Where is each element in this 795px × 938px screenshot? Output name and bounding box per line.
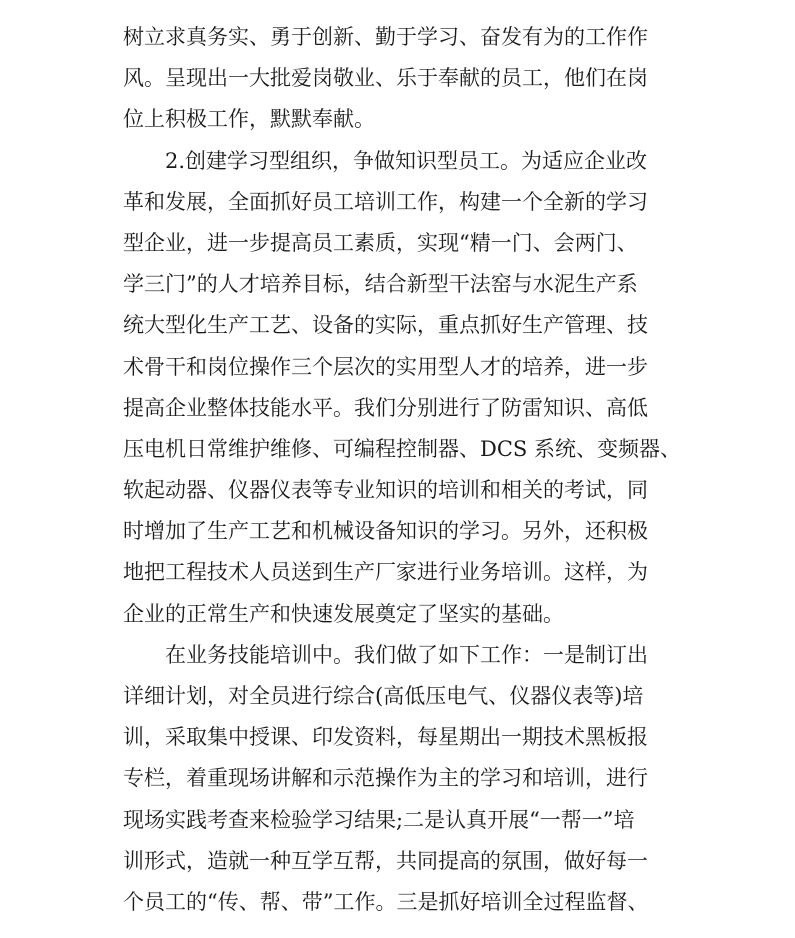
text-line: 地把工程技术人员送到生产厂家进行业务培训。这样，为 [123, 560, 648, 585]
text-line: 2.创建学习型组织，争做知识型员工。为适应企业改 [123, 148, 648, 173]
document-body [123, 17, 683, 923]
text-line: 提高企业整体技能水平。我们分别进行了防雷知识、高低 [123, 395, 648, 420]
text-line: 统大型化生产工艺、设备的实际，重点抓好生产管理、技 [123, 313, 648, 338]
text-line: 训，采取集中授课、印发资料，每星期出一期技术黑板报 [123, 725, 648, 750]
text-line: 型企业，进一步提高员工素质，实现“精一门、会两门、 [123, 230, 638, 255]
text-line: 革和发展，全面抓好员工培训工作，构建一个全新的学习 [123, 189, 648, 214]
text-line: 学三门”的人才培养目标，结合新型干法窑与水泥生产系 [123, 272, 638, 297]
text-line: 术骨干和岗位操作三个层次的实用型人才的培养，进一步 [123, 354, 648, 379]
text-line: 在业务技能培训中。我们做了如下工作：一是制订出 [123, 642, 648, 667]
text-line: 软起动器、仪器仪表等专业知识的培训和相关的考试，同 [123, 478, 648, 503]
text-line: 位上积极工作，默默奉献。 [123, 107, 375, 132]
text-line: 企业的正常生产和快速发展奠定了坚实的基础。 [123, 601, 564, 626]
text-line: 现场实践考查来检验学习结果;二是认真开展“一帮一”培 [123, 807, 635, 832]
text-line: 时增加了生产工艺和机械设备知识的学习。另外，还积极 [123, 519, 648, 544]
text-line: 专栏，着重现场讲解和示范操作为主的学习和培训，进行 [123, 766, 648, 791]
text-line: 训形式，造就一种互学互帮，共同提高的氛围，做好每一 [123, 848, 648, 873]
text-line: 详细计划，对全员进行综合(高低压电气、仪器仪表等)培 [123, 684, 644, 708]
text-line: 压电机日常维护维修、可编程控制器、DCS 系统、变频器、 [123, 436, 681, 461]
text-line: 树立求真务实、勇于创新、勤于学习、奋发有为的工作作 [123, 25, 648, 49]
text-line: 个员工的“传、帮、带”工作。三是抓好培训全过程监督、 [123, 889, 649, 914]
text-line: 风。呈现出一大批爱岗敬业、乐于奉献的员工，他们在岗 [123, 66, 648, 91]
